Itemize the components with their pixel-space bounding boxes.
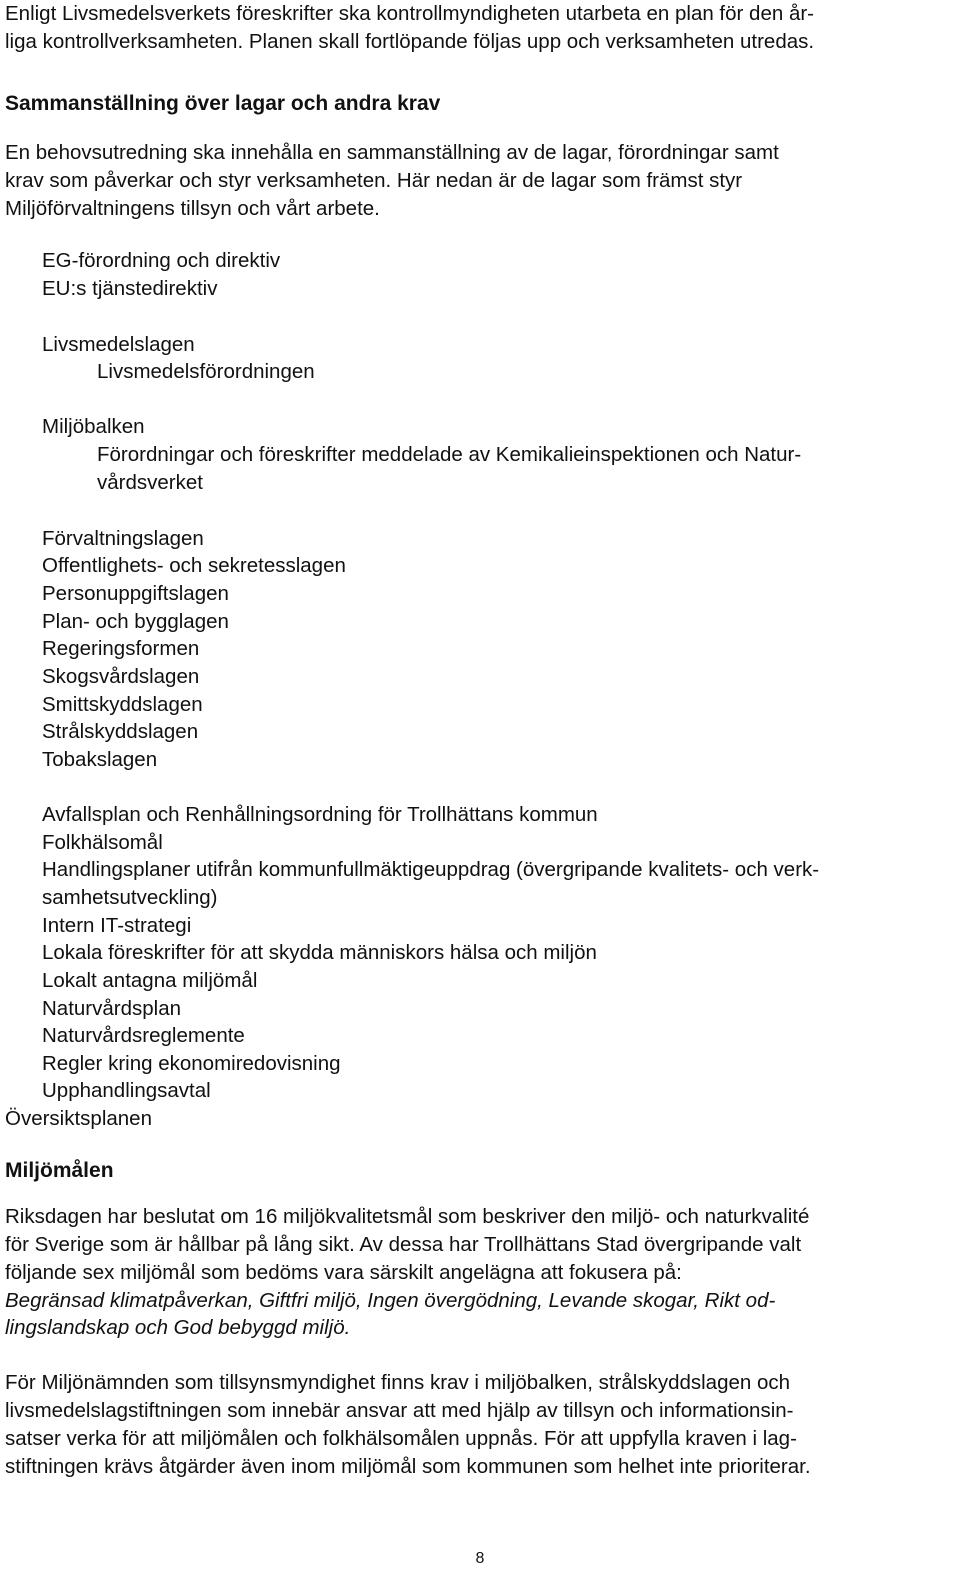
local-doc-item: Avfallsplan och Renhållningsordning för Trollhättans kommun [42,803,598,826]
law-item: Livsmedelslagen [42,333,195,356]
section1-text-line: krav som påverkar och styr verksamheten. Här nedan är de lagar som främst styr [5,169,743,192]
local-doc-item: Folkhälsomål [42,831,163,854]
law-item: Personuppgiftslagen [42,582,229,605]
local-doc-item: Intern IT-strategi [42,914,192,937]
law-item: Plan- och bygglagen [42,610,229,633]
law-item: EU:s tjänstedirektiv [42,277,218,300]
law-item: Offentlighets- och sekretesslagen [42,554,346,577]
law-item: Regeringsformen [42,637,200,660]
law-item: Miljöbalken [42,415,145,438]
section1-text-line: Miljöförvaltningens tillsyn och vårt arbete. [5,197,380,220]
law-item: Skogsvårdslagen [42,665,200,688]
section2-text-line: För Miljönämnden som tillsynsmyndighet finns krav i miljöbalken, strålskyddslagen och [5,1371,791,1394]
environmental-goals-line: lingslandskap och God bebyggd miljö. [5,1316,351,1339]
local-doc-item: Lokala föreskrifter för att skydda människors hälsa och miljön [42,941,597,964]
section2-text-line: Riksdagen har beslutat om 16 miljökvalitetsmål som beskriver den miljö- och naturkvalité [5,1205,810,1228]
intro-line: liga kontrollverksamheten. Planen skall fortlöpande följas upp och verksamheten utredas. [5,30,815,53]
law-subitem: Förordningar och föreskrifter meddelade av Kemikalieinspektionen och Natur- [97,443,802,466]
law-item: Strålskyddslagen [42,720,199,743]
local-doc-item: Översiktsplanen [5,1107,152,1130]
local-doc-item: samhetsutveckling) [42,886,218,909]
section-heading-miljomalen: Miljömålen [5,1159,114,1182]
page-number: 8 [475,1550,485,1567]
local-doc-item: Naturvårdsreglemente [42,1024,245,1047]
local-doc-item: Handlingsplaner utifrån kommunfullmäktigeuppdrag (övergripande kvalitets- och verk- [42,858,820,881]
law-item: EG-förordning och direktiv [42,249,281,272]
intro-line: Enligt Livsmedelsverkets föreskrifter ska kontrollmyndigheten utarbeta en plan för den år- [5,2,815,25]
law-subitem: Livsmedelsförordningen [97,360,315,383]
local-doc-item: Upphandlingsavtal [42,1079,211,1102]
section2-text-line: stiftningen krävs åtgärder även inom miljömål som kommunen som helhet inte prioriterar. [5,1455,811,1478]
local-doc-item: Regler kring ekonomiredovisning [42,1052,341,1075]
local-doc-item: Lokalt antagna miljömål [42,969,258,992]
local-doc-item: Naturvårdsplan [42,997,182,1020]
section2-text-line: livsmedelslagstiftningen som innebär ansvar att med hjälp av tillsyn och informationsin- [5,1399,794,1422]
section2-text-line: satser verka för att miljömålen och folkhälsomålen uppnås. För att uppfylla kraven i lag- [5,1427,797,1450]
section2-text-line: följande sex miljömål som bedöms vara särskilt angelägna att fokusera på: [5,1261,682,1284]
law-item: Tobakslagen [42,748,158,771]
environmental-goals-line: Begränsad klimatpåverkan, Giftfri miljö, Ingen övergödning, Levande skogar, Rikt od- [5,1289,776,1312]
law-item: Smittskyddslagen [42,693,203,716]
section-heading-lagar: Sammanställning över lagar och andra krav [5,92,441,115]
law-subitem: vårdsverket [97,471,203,494]
section1-text-line: En behovsutredning ska innehålla en sammanställning av de lagar, förordningar samt [5,141,779,164]
section2-text-line: för Sverige som är hållbar på lång sikt. Av dessa har Trollhättans Stad övergripande valt [5,1233,802,1256]
law-item: Förvaltningslagen [42,527,204,550]
